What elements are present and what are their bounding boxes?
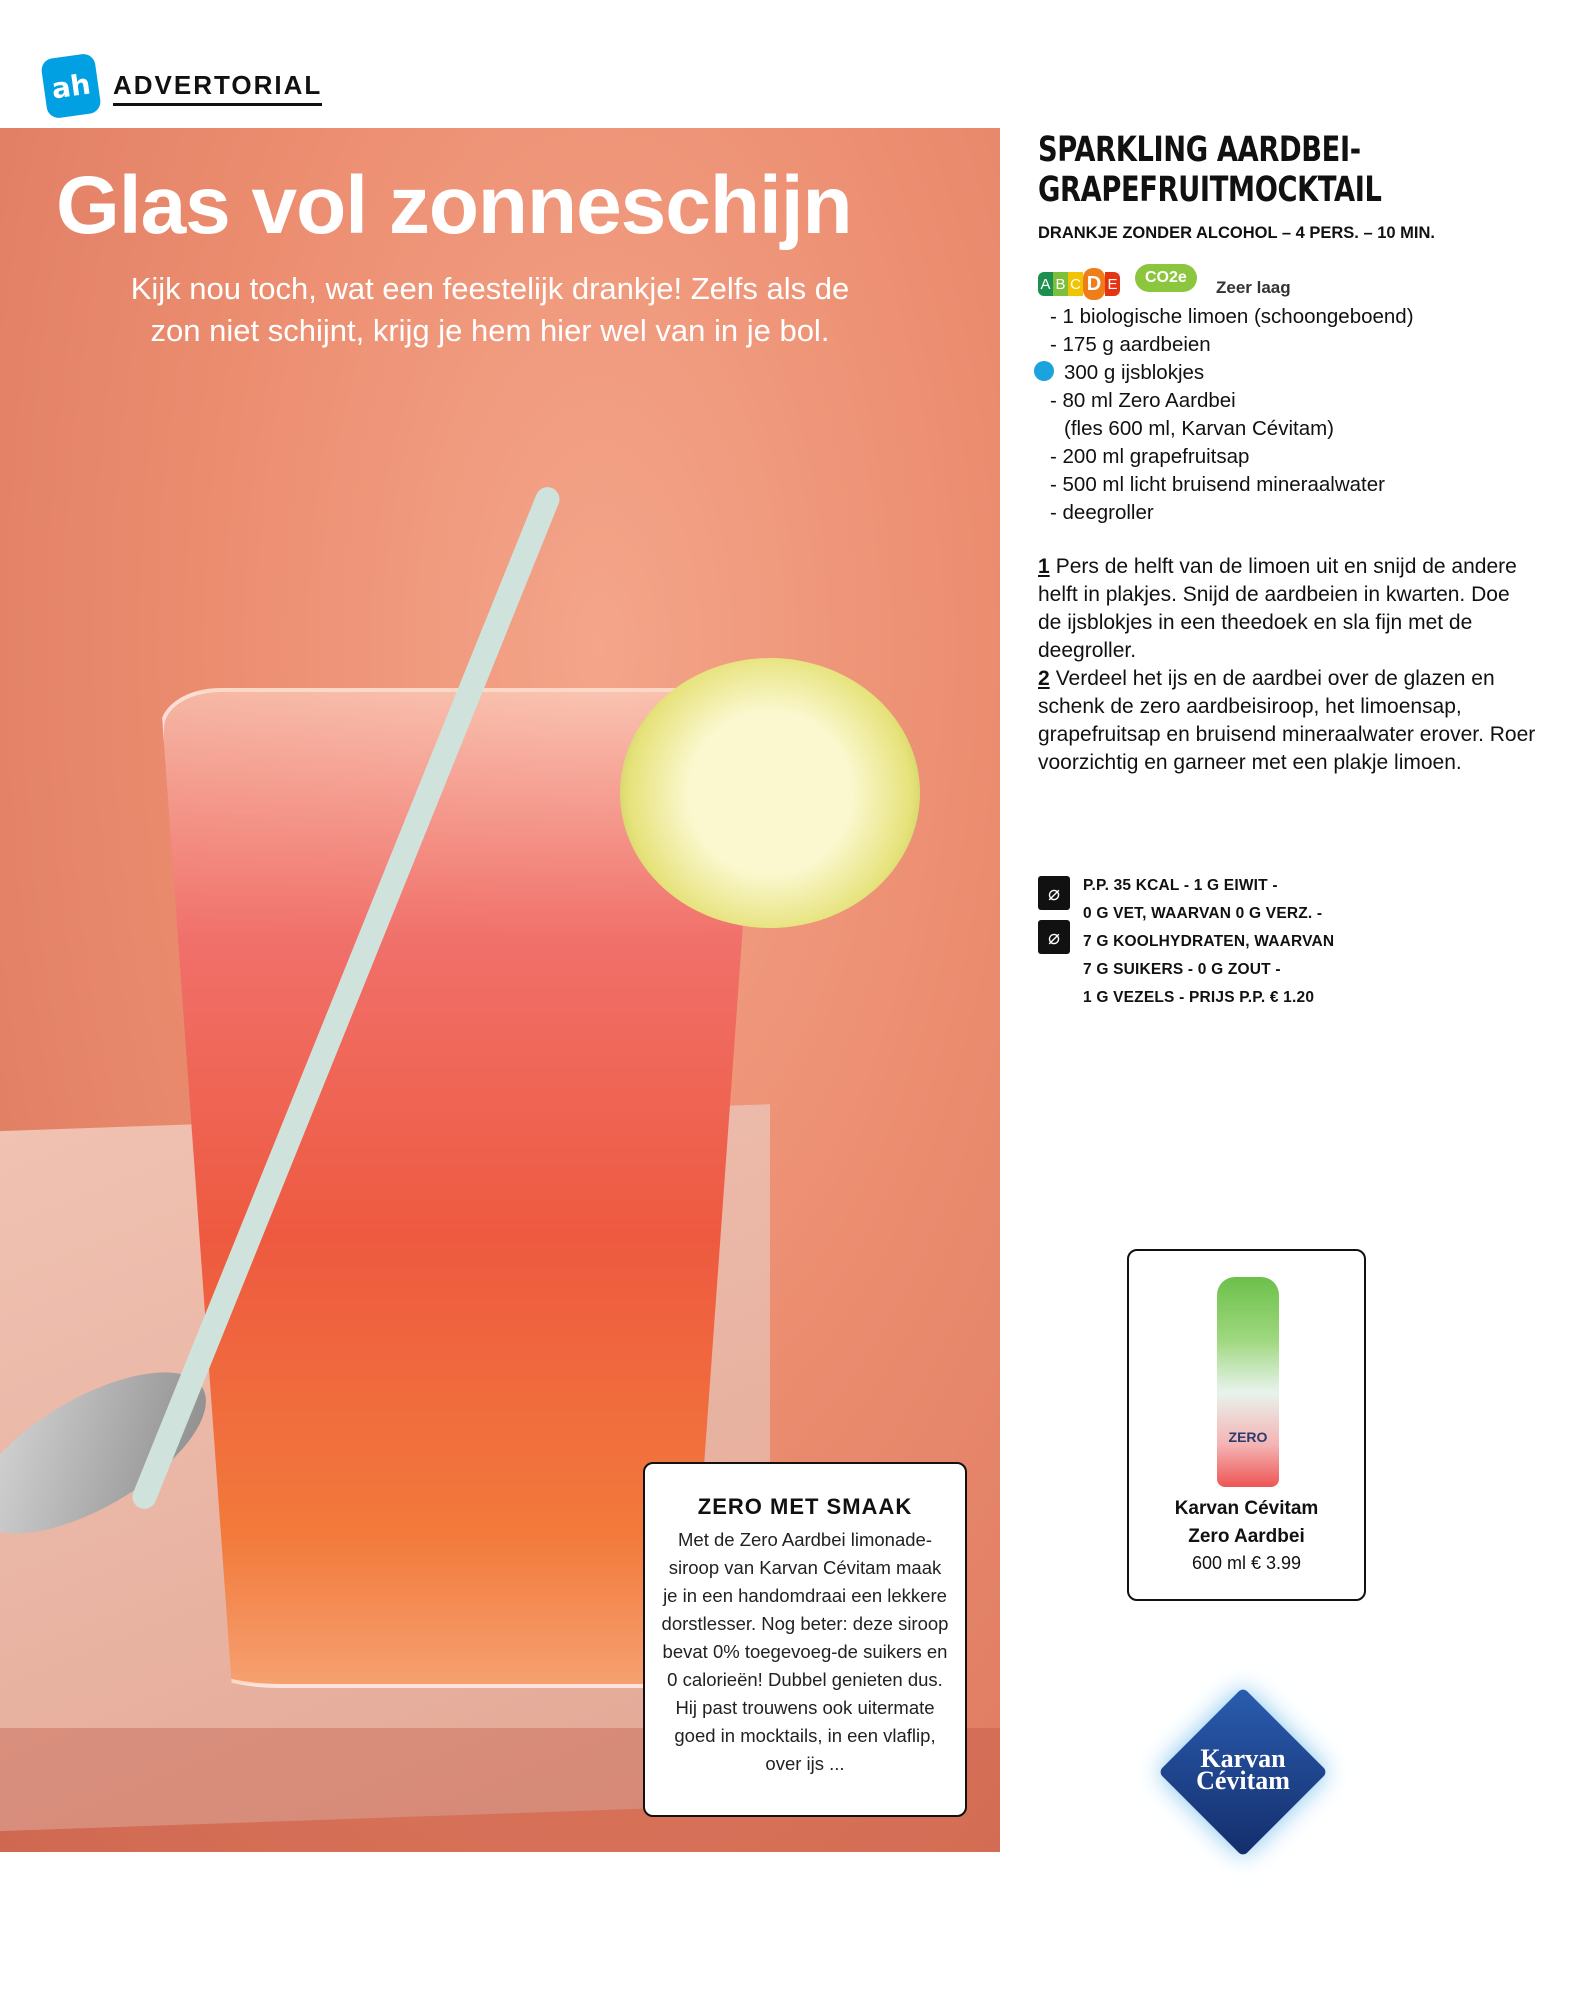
step-text: Verdeel het ijs en de aardbei over de glazen en schenk de zero aardbeisiroop, het limoensap, grapefruitsap en bruisend mineraalwater erover. Roer voorzichtig en garneer met een plakje limoen. bbox=[1038, 667, 1536, 774]
ingredient-list bbox=[1050, 303, 1414, 527]
recipe-subtitle: DRANKJE ZONDER ALCOHOL – 4 PERS. – 10 MIN. bbox=[1038, 224, 1435, 242]
product-name bbox=[1129, 1495, 1364, 1551]
nutrition-line: 0 G VET, WAARVAN 0 G VERZ. - bbox=[1083, 905, 1323, 922]
nutrition-info bbox=[1083, 872, 1334, 1012]
nutrition-line: 7 G KOOLHYDRATEN, WAARVAN bbox=[1083, 933, 1335, 950]
product-card[interactable] bbox=[1127, 1249, 1366, 1601]
promo-title: ZERO MET SMAAK bbox=[697, 1494, 913, 1519]
bottle-label: ZERO bbox=[1228, 1429, 1268, 1445]
nutriscore-d: D bbox=[1083, 268, 1105, 300]
product-brand: Karvan Cévitam bbox=[1174, 1498, 1319, 1519]
lactose-free-icon: ⌀ bbox=[1038, 920, 1070, 954]
recipe-steps bbox=[1038, 553, 1538, 777]
headline: Glas vol zonneschijn bbox=[56, 160, 852, 251]
advertorial-label: ADVERTORIAL bbox=[113, 70, 322, 106]
brand-line: Cévitam bbox=[1196, 1766, 1290, 1795]
ingredient: - 80 ml Zero Aardbei bbox=[1050, 389, 1236, 412]
nutrition-line: 1 G VEZELS - PRIJS P.P. € 1.20 bbox=[1083, 989, 1315, 1006]
lime-slice bbox=[620, 658, 920, 928]
product-price: 600 ml € 3.99 bbox=[1191, 1553, 1302, 1573]
gluten-free-icon: ⌀ bbox=[1038, 876, 1070, 910]
recipe-title-line: GRAPEFRUITMOCKTAIL bbox=[1038, 170, 1382, 210]
nutriscore-b: B bbox=[1053, 272, 1068, 296]
ingredient: - 175 g aardbeien bbox=[1050, 333, 1211, 356]
ingredient: - 200 ml grapefruitsap bbox=[1050, 445, 1250, 468]
ingredient: - 1 biologische limoen (schoongeboend) bbox=[1050, 305, 1414, 328]
ingredient: 300 g ijsblokjes bbox=[1064, 361, 1205, 384]
ah-logo: ah bbox=[40, 53, 102, 120]
ingredient: (fles 600 ml, Karvan Cévitam) bbox=[1064, 417, 1335, 440]
nutriscore-c: C bbox=[1068, 272, 1083, 296]
intro-text: Kijk nou toch, wat een feestelijk drankje! Zelfs als de zon niet schijnt, krijg je hem hier wel van in je bol. bbox=[130, 271, 850, 348]
nutriscore-a: A bbox=[1038, 272, 1053, 296]
co2-badge: CO2e bbox=[1135, 264, 1197, 292]
promo-box bbox=[643, 1462, 967, 1817]
step-number: 1 bbox=[1038, 555, 1050, 578]
recipe-title bbox=[1038, 130, 1382, 210]
promo-text: Met de Zero Aardbei limonade-siroop van Karvan Cévitam maak je in een handomdraai een lekkere dorstlesser. Nog beter: deze siroop bevat 0% toegevoeg-de suikers en 0 calorieën! Dubbel genieten dus. Hij past trouwens ook uitermate goed in mocktails, in een vlaflip, over ijs ... bbox=[661, 1529, 949, 1774]
step bbox=[1038, 665, 1538, 777]
step-number: 2 bbox=[1038, 667, 1050, 690]
product-variant: Zero Aardbei bbox=[1188, 1526, 1305, 1547]
product-bottle-image bbox=[1217, 1277, 1279, 1487]
step-text: Pers de helft van de limoen uit en snijd de andere helft in plakjes. Snijd de aardbeien in kwarten. Doe de ijsblokjes in een theedoek en sla fijn met de deegroller. bbox=[1038, 555, 1517, 662]
co2-value: Zeer laag bbox=[1216, 278, 1291, 297]
nutriscore-e: E bbox=[1105, 272, 1120, 296]
recipe-title-line: SPARKLING AARDBEI- bbox=[1038, 130, 1361, 170]
ingredient: - 500 ml licht bruisend mineraalwater bbox=[1050, 473, 1385, 496]
nutrition-line: P.P. 35 KCAL - 1 G EIWIT - bbox=[1083, 877, 1278, 894]
step bbox=[1038, 553, 1538, 665]
nutrition-line: 7 G SUIKERS - 0 G ZOUT - bbox=[1083, 961, 1281, 978]
brand-line: Karvan bbox=[1200, 1744, 1286, 1773]
ingredient: - deegroller bbox=[1050, 501, 1154, 524]
brand-logo-text bbox=[1170, 1744, 1316, 1795]
nutriscore-badge bbox=[1038, 268, 1120, 300]
